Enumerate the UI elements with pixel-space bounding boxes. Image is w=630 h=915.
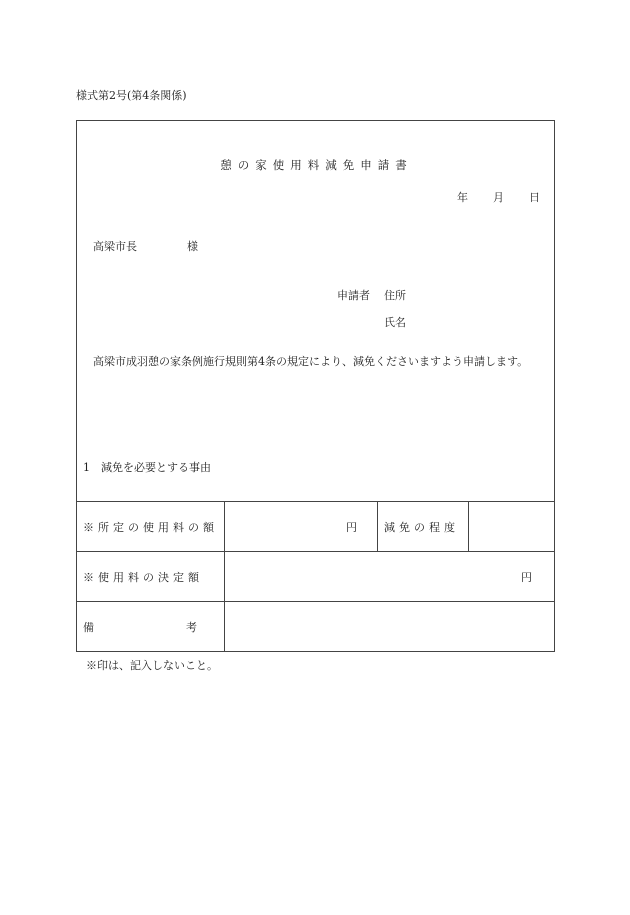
footnote: ※印は、記入しないこと。 [86, 659, 218, 672]
table-row [77, 502, 554, 552]
prescribed-fee-field[interactable] [225, 502, 378, 552]
yen-unit: 円 [521, 570, 532, 584]
applicant-label: 申請者 [337, 289, 370, 302]
request-statement: 高梁市成羽憩の家条例施行規則第4条の規定により、減免くださいますよう申請します。 [93, 355, 529, 368]
addressee: 高梁市長 [93, 240, 137, 253]
document-title: 憩の家使用料減免申請書 [220, 158, 413, 172]
remarks-field[interactable] [225, 602, 555, 652]
reason-heading: 1 減免を必要とする事由 [83, 461, 211, 474]
date-month-label: 月 [493, 191, 504, 204]
reduction-degree-field[interactable] [469, 502, 555, 552]
fee-table [77, 501, 554, 651]
table-row [77, 602, 554, 652]
application-form-frame [76, 120, 555, 652]
prescribed-fee-label: ※所定の使用料の額 [77, 502, 225, 552]
remarks-label [77, 602, 225, 652]
decided-fee-field[interactable] [225, 552, 555, 602]
date-day-label: 日 [529, 191, 540, 204]
decided-fee-label: ※使用料の決定額 [77, 552, 225, 602]
table-row [77, 552, 554, 602]
yen-unit: 円 [346, 520, 357, 534]
name-label: 氏名 [384, 316, 406, 329]
honorific: 様 [187, 240, 198, 253]
remarks-label-first: 備 [83, 620, 98, 634]
date-year-label: 年 [457, 191, 468, 204]
remarks-label-second: 考 [186, 620, 201, 634]
address-label: 住所 [384, 289, 406, 302]
reduction-degree-label: 減免の程度 [378, 502, 469, 552]
form-number-label: 様式第2号(第4条関係) [76, 89, 187, 102]
